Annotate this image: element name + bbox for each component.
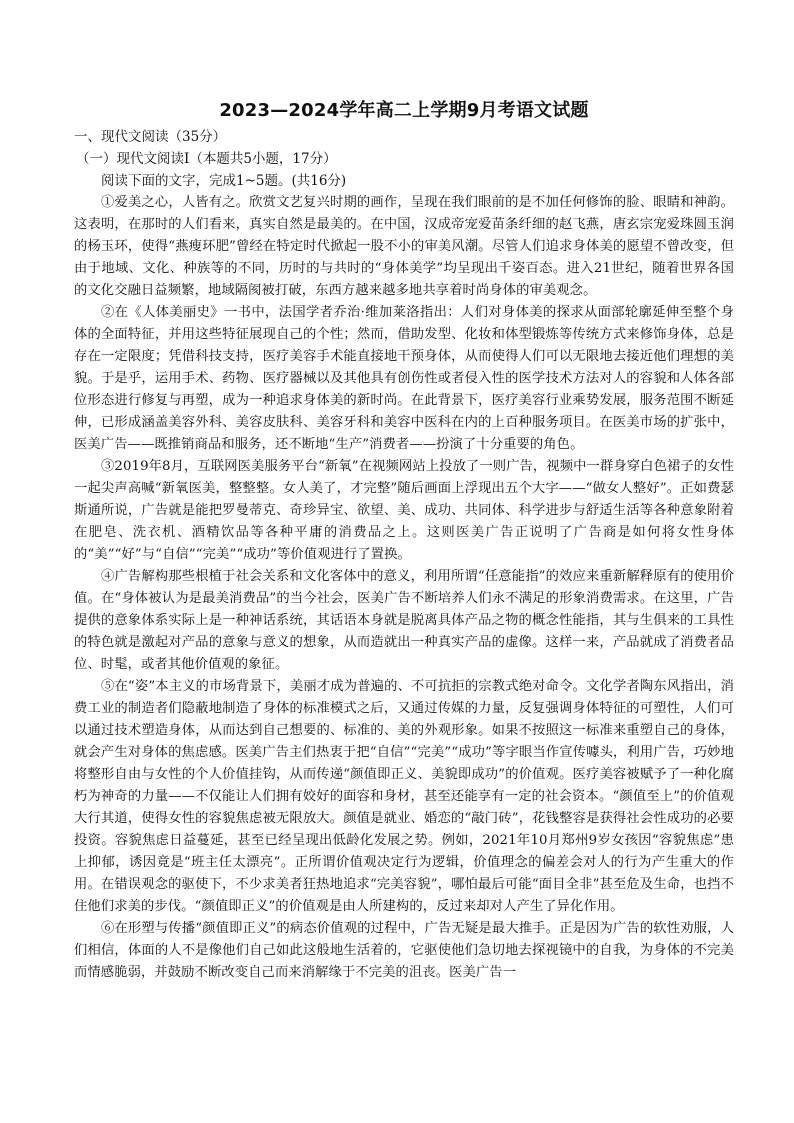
- paragraph-2: ②在《人体美丽史》一书中，法国学者乔治·维加莱洛指出：人们对身体美的探求从面部轮廓延伸至整个身体的全面特征，并用这些特征展现自己的个性；然而，借助发型、化妆和体型锻炼等传统方式来修饰身体，总是存在一定限度；凭借科技支持，医疗美容手术能直接地干预身体，从而使得人们可以无限地去接近他们理想的美貌。于是乎，运用手术、药物、医疗器械以及其他具有创伤性或者侵入性的医学技术方法对人的容貌和人体各部位形态进行修复与再塑，成为一种追求身体美的新时尚。在此背景下，医疗美容行业乘势发展，服务范围不断延伸，已形成涵盖美容外科、美容皮肤科、美容牙科和美容中医科在内的上百种服务项目。在医美市场的扩张中，医美广告——既推销商品和服务，还不断地“生产”消费者——扮演了十分重要的角色。: [74, 305, 734, 452]
- exam-title: 2023—2024学年高二上学期9月考语文试题: [219, 100, 589, 121]
- paragraph-5: ⑤在“姿”本主义的市场背景下，美丽才成为普遍的、不可抗拒的宗教式绝对命令。文化学者陶东风指出，消费工业的制造者们隐蔽地制造了身体的标准模式之后，又通过传媒的力量，反复强调身体特征的可塑性，人们可以通过技术塑造身体，从而达到自己想要的、标准的、美的外观形象。如果不按照这一标准来重塑自己的身体，就会产生对身体的焦虑感。医美广告主们热衷于把“自信”“完美”“成功”等字眼当作宣传噱头，利用广告，巧妙地将整形自由与女性的个人价值挂钩，从而传递“颜值即正义、美貌即成功”的价值观。医疗美容被赋予了一种化腐朽为神奇的力量——不仅能让人们拥有姣好的面容和身材，甚至还能享有一定的社会资本。“颜值至上”的价值观大行其道，使得女性的容貌焦虑被无限放大。颜值是就业、婚恋的“敲门砖”，花钱整容是获得社会性成功的必要投资。容貌焦虑日益蔓延，甚至已经呈现出低龄化发展之势。例如，2021年10月郑州9岁女孩因“容貌焦虑”患上抑郁，诱因竟是“班主任太漂亮”。正所谓价值观决定行为逻辑，价值理念的偏差会对人的行为产生重大的作用。在错误观念的驱使下，不少求美者狂热地追求“完美容貌”，哪怕最后可能“面目全非”甚至危及生命，也挡不住他们求美的步伐。“颜值即正义”的价值观是由人所建构的，反过来却对人产生了异化作用。: [74, 679, 734, 914]
- paragraph-3: ③2019年8月，互联网医美服务平台“新氧”在视频网站上投放了一则广告，视频中一群身穿白色裙子的女性一起尖声高喊“新氧医美，整整整。女人美了，才完整”随后画面上浮现出五个大字——“做女人整好”。正如费瑟斯通所说，广告就是能把罗曼蒂克、奇珍异宝、欲望、美、成功、共同体、科学进步与舒适生活等各种意象附着在肥皂、洗衣机、酒精饮品等各种平庸的消费品之上。这则医美广告正说明了广告商是如何将女性身体的“美”“好”与“自信”“完美”“成功”等价值观进行了置换。: [74, 459, 734, 562]
- reading-instruction: 阅读下面的文字，完成1~5题。(共16分): [101, 173, 347, 189]
- subsection-heading: （一）现代文阅读Ⅰ（本题共5小题，17分）: [76, 151, 337, 167]
- paragraph-4: ④广告解构那些根植于社会关系和文化客体中的意义，利用所谓“任意能指”的效应来重新解释原有的使用价值。在“身体被认为是最美消费品”的当今社会，医美广告不断培养人们永不满足的形象消费需求。在这里，广告提供的意象体系实际上是一种神话系统，其话语本身就是脱离具体产品之物的概念性能指，其与生俱来的工具性的特色就是激起对产品的意象与意义的想象，从而造就出一种真实产品的虚像。这样一来，产品就成了消费者品位、时髦，或者其他价值观的象征。: [74, 569, 734, 672]
- section-heading: 一、现代文阅读（35分）: [74, 129, 227, 145]
- paragraph-6: ⑥在形塑与传播“颜值即正义”的病态价值观的过程中，广告无疑是最大推手。正是因为广告的软性劝服，人们相信，体面的人不是像他们自己如此这般地生活着的，它驱使他们急切地去探视镜中的自我，为身体的不完美而情感脆弱，并鼓励不断改变自己而来消解缘于不完美的沮丧。医美广告一: [74, 921, 734, 980]
- paragraph-1: ①爱美之心，人皆有之。欣赏文艺复兴时期的画作，呈现在我们眼前的是不加任何修饰的脸、眼睛和神韵。这表明，在那时的人们看来，真实自然是最美的。在中国，汉成帝宠爱苗条纤细的赵飞燕，唐玄宗宠爱珠圆玉润的杨玉环，使得“燕瘦环肥”曾经在特定时代掀起一股不小的审美风潮。尽管人们追求身体美的愿望不曾改变，但由于地域、文化、种族等的不同，历时的与共时的“身体美学”均呈现出千姿百态。进入21世纪，随着世界各国的文化交融日益频繁，地域隔阂被打破，东西方越来越多地共享着时尚身体的审美观念。: [74, 195, 734, 298]
